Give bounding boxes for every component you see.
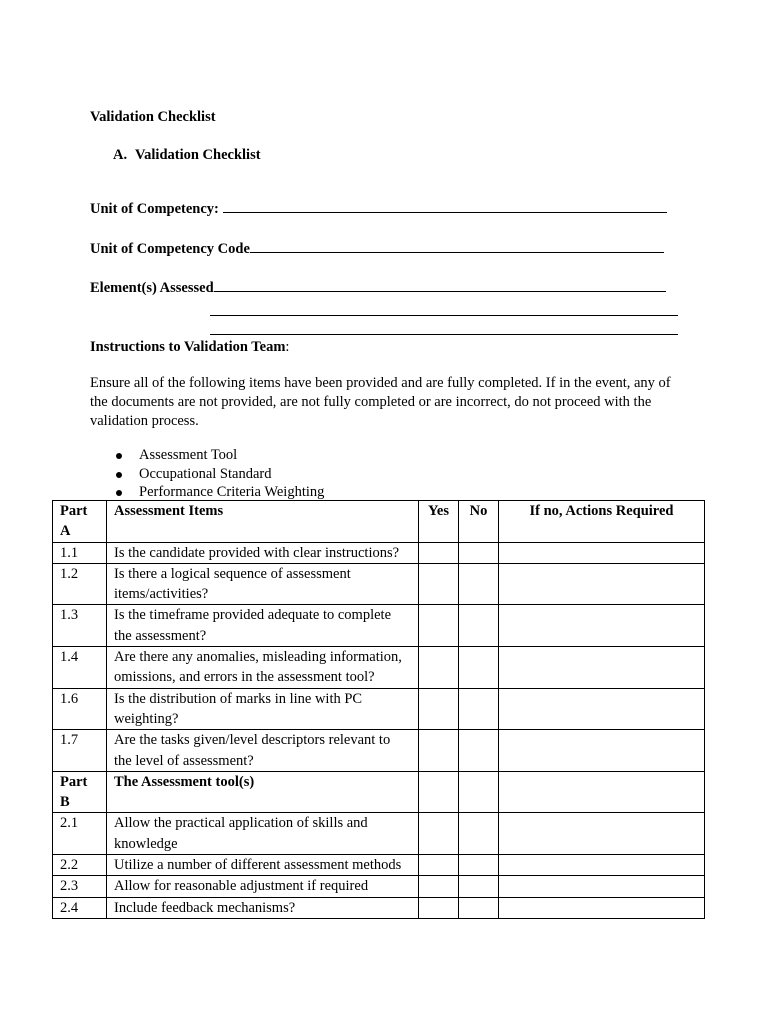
table-header-row [53,501,705,543]
row-question: Utilize a number of different assessment methods [107,855,419,876]
actions-cell[interactable] [499,813,705,855]
yes-cell[interactable] [419,647,459,689]
no-cell[interactable] [459,688,499,730]
row-number: 2.1 [53,813,107,855]
row-number: 2.4 [53,897,107,918]
instructions-heading-colon: : [285,339,290,355]
bullet-icon [116,453,122,459]
instructions-heading-text: Instructions to Validation Team [90,339,286,355]
yes-cell[interactable] [419,605,459,647]
part-b-label: Part B [53,771,107,813]
row-question: Are there any anomalies, misleading information, omissions, and errors in the assessment tool? [107,647,419,689]
no-cell[interactable] [459,563,499,605]
bullet-icon [116,490,122,496]
row-number: 1.4 [53,647,107,689]
table-row [53,563,705,605]
actions-cell[interactable] [499,688,705,730]
yes-cell [419,771,459,813]
elements-assessed-line-2[interactable] [210,315,678,316]
unit-of-competency-field [90,200,667,218]
yes-cell[interactable] [419,563,459,605]
required-items-list [113,446,324,502]
table-row [53,897,705,918]
header-yes: Yes [419,501,459,543]
table-row [53,688,705,730]
row-question: Is the candidate provided with clear instructions? [107,542,419,563]
list-item: Assessment Tool [113,446,324,465]
list-item: Occupational Standard [113,465,324,484]
row-question: Is there a logical sequence of assessment items/activities? [107,563,419,605]
no-cell [459,771,499,813]
row-number: 1.7 [53,730,107,772]
row-number: 1.2 [53,563,107,605]
header-actions-required: If no, Actions Required [499,501,705,543]
part-b-header-row [53,771,705,813]
table-row [53,605,705,647]
table-row [53,813,705,855]
unit-code-line[interactable] [250,240,664,253]
actions-cell[interactable] [499,605,705,647]
row-question: Are the tasks given/level descriptors relevant to the level of assessment? [107,730,419,772]
row-question: Is the distribution of marks in line with PC weighting? [107,688,419,730]
header-assessment-items: Assessment Items [107,501,419,543]
yes-cell[interactable] [419,876,459,897]
actions-cell [499,771,705,813]
actions-cell[interactable] [499,876,705,897]
row-question: Is the timeframe provided adequate to complete the assessment? [107,605,419,647]
elements-assessed-line[interactable] [214,279,666,292]
no-cell[interactable] [459,855,499,876]
row-question: Include feedback mechanisms? [107,897,419,918]
yes-cell[interactable] [419,730,459,772]
yes-cell[interactable] [419,897,459,918]
header-no: No [459,501,499,543]
elements-assessed-field [90,279,666,297]
instructions-body: Ensure all of the following items have been provided and are fully completed. If in the event, any of the documents are not provided, are not fully completed or are incorrect, do not proceed with the validation process. [90,375,671,429]
elements-assessed-label: Element(s) Assessed [90,280,214,296]
no-cell[interactable] [459,605,499,647]
unit-code-field [90,240,664,258]
section-heading [113,147,261,164]
no-cell[interactable] [459,897,499,918]
actions-cell[interactable] [499,730,705,772]
actions-cell[interactable] [499,897,705,918]
elements-assessed-line-3[interactable] [210,334,678,335]
validation-checklist-table [52,500,705,919]
section-heading-text: Validation Checklist [135,147,261,163]
section-letter: A. [113,147,128,163]
yes-cell[interactable] [419,542,459,563]
actions-cell[interactable] [499,542,705,563]
header-part: Part A [53,501,107,543]
document-title: Validation Checklist [90,109,216,125]
part-b-heading: The Assessment tool(s) [107,771,419,813]
row-question: Allow for reasonable adjustment if required [107,876,419,897]
unit-code-label: Unit of Competency Code [90,241,250,257]
instructions-heading [90,339,289,356]
no-cell[interactable] [459,730,499,772]
row-question: Allow the practical application of skills and knowledge [107,813,419,855]
list-item: Performance Criteria Weighting [113,483,324,502]
no-cell[interactable] [459,542,499,563]
yes-cell[interactable] [419,813,459,855]
row-number: 2.2 [53,855,107,876]
row-number: 2.3 [53,876,107,897]
actions-cell[interactable] [499,855,705,876]
unit-of-competency-label: Unit of Competency: [90,201,223,217]
table-row [53,876,705,897]
unit-of-competency-line[interactable] [223,200,667,213]
actions-cell[interactable] [499,647,705,689]
table-row [53,542,705,563]
yes-cell[interactable] [419,688,459,730]
table-row [53,730,705,772]
table-row [53,855,705,876]
yes-cell[interactable] [419,855,459,876]
table-row [53,647,705,689]
bullet-icon [116,472,122,478]
actions-cell[interactable] [499,563,705,605]
no-cell[interactable] [459,647,499,689]
no-cell[interactable] [459,813,499,855]
row-number: 1.6 [53,688,107,730]
row-number: 1.1 [53,542,107,563]
no-cell[interactable] [459,876,499,897]
row-number: 1.3 [53,605,107,647]
